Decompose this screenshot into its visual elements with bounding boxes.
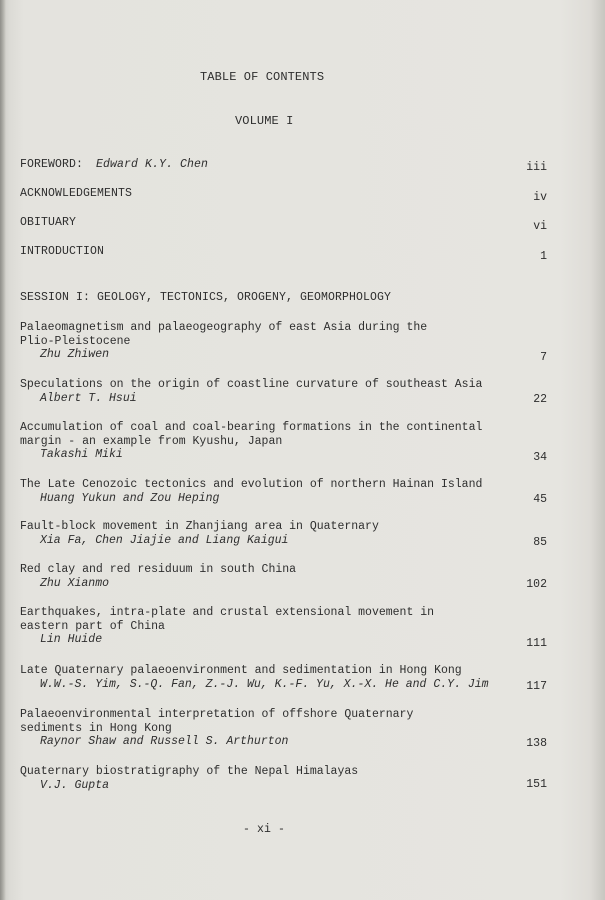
volume-heading: VOLUME I: [235, 114, 294, 128]
entry-page: 151: [526, 778, 547, 791]
entry-page: 111: [526, 637, 547, 650]
toc-introduction: INTRODUCTION: [20, 245, 105, 258]
toc-foreword: [20, 158, 208, 172]
entry-page: 34: [533, 451, 547, 464]
entry-title-line: Late Quaternary palaeoenvironment and sedimentation in Hong Kong: [20, 664, 462, 677]
toc-entry: [20, 606, 540, 647]
entry-page: 85: [533, 536, 547, 549]
entry-title-line: margin - an example from Kyushu, Japan: [20, 434, 283, 448]
entry-title-line: Plio-Pleistocene: [20, 334, 131, 348]
toc-obituary: OBITUARY: [20, 216, 77, 229]
toc-entry: [20, 664, 540, 692]
toc-acknowledgements: ACKNOWLEDGEMENTS: [20, 187, 133, 200]
entry-authors: Xia Fa, Chen Jiajie and Liang Kaigui: [40, 533, 289, 547]
session-heading: SESSION I: GEOLOGY, TECTONICS, OROGENY, GEOMORPHOLOGY: [20, 291, 392, 304]
entry-title-line: Earthquakes, intra-plate and crustal extensional movement in: [20, 606, 435, 619]
entry-authors: W.W.-S. Yim, S.-Q. Fan, Z.-J. Wu, K.-F. Yu, X.-X. He and C.Y. Jim: [40, 677, 489, 691]
entry-title-line: Speculations on the origin of coastline curvature of southeast Asia: [20, 378, 483, 391]
entry-page: 102: [526, 578, 547, 591]
entry-page: 138: [526, 737, 547, 750]
toc-entry: [20, 321, 540, 362]
entry-authors: Takashi Miki: [40, 448, 123, 461]
entry-page: 22: [533, 393, 547, 406]
page-number: - xi -: [243, 823, 286, 836]
toc-entry: [20, 378, 540, 406]
entry-title-line: Red clay and red residuum in south China: [20, 563, 297, 576]
entry-title-line: sediments in Hong Kong: [20, 721, 172, 735]
entry-page: 7: [540, 351, 547, 364]
toc-entry: [20, 563, 540, 591]
entry-page: 45: [533, 493, 547, 506]
entry-title-line: Palaeomagnetism and palaeogeography of east Asia during the: [20, 321, 428, 334]
toc-introduction-page: 1: [540, 250, 547, 263]
entry-authors: V.J. Gupta: [40, 778, 110, 792]
entry-title-line: Accumulation of coal and coal-bearing formations in the continental: [20, 421, 483, 434]
entry-authors: Zhu Xianmo: [40, 576, 110, 590]
entry-title-line: The Late Cenozoic tectonics and evolution of northern Hainan Island: [20, 478, 483, 491]
entry-page: 117: [526, 680, 547, 693]
entry-title-line: Fault-block movement in Zhanjiang area in Quaternary: [20, 520, 379, 533]
entry-title-line: eastern part of China: [20, 619, 165, 633]
entry-title-line: Palaeoenvironmental interpretation of offshore Quaternary: [20, 708, 414, 721]
toc-foreword-author: Edward K.Y. Chen: [96, 158, 209, 171]
toc-entry: [20, 478, 540, 506]
toc-foreword-label: FOREWORD:: [20, 158, 84, 171]
toc-entry: [20, 520, 540, 548]
page-title: TABLE OF CONTENTS: [200, 70, 325, 84]
entry-title-line: Quaternary biostratigraphy of the Nepal Himalayas: [20, 765, 359, 778]
toc-foreword-page: iii: [526, 161, 547, 174]
entry-authors: Raynor Shaw and Russell S. Arthurton: [40, 735, 289, 748]
toc-entry: [20, 421, 540, 462]
entry-authors: Lin Huide: [40, 633, 103, 646]
toc-entry: [20, 765, 540, 793]
toc-acknowledgements-page: iv: [533, 191, 547, 204]
entry-authors: Albert T. Hsui: [40, 391, 137, 405]
toc-obituary-page: vi: [533, 220, 547, 233]
entry-authors: Zhu Zhiwen: [40, 348, 110, 361]
entry-authors: Huang Yukun and Zou Heping: [40, 491, 220, 505]
page-edge-shadow: [0, 0, 6, 900]
toc-entry: [20, 708, 540, 749]
